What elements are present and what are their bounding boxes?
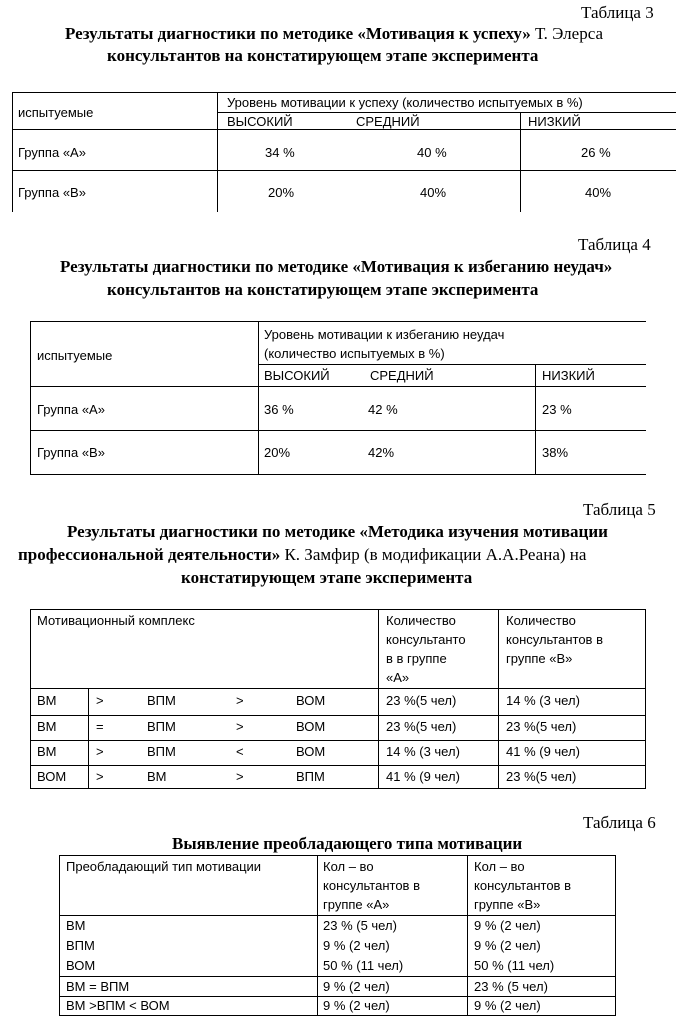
table3-border-col3 xyxy=(520,112,521,212)
table6-group-type-3: ВОМ xyxy=(66,958,96,973)
table5-complex-header: Мотивационный комплекс xyxy=(37,613,195,628)
table6-group-type-1: ВМ xyxy=(66,918,86,933)
table5-row2-op1: = xyxy=(96,719,104,734)
table6-border-left xyxy=(59,855,60,1016)
table5-row4-b: 23 %(5 чел) xyxy=(506,769,577,784)
table6-border-col-a xyxy=(317,855,318,1016)
table5-border-row2 xyxy=(30,740,646,741)
table5-row1-op2: > xyxy=(236,693,244,708)
table4-border-subheader xyxy=(258,364,646,365)
table5-row2-op2: > xyxy=(236,719,244,734)
table4-border-header-bottom xyxy=(30,386,646,387)
table4-row2-low: 38% xyxy=(542,445,569,460)
table6-count-a-header-2: консультантов в xyxy=(323,878,420,893)
table3-col-high: ВЫСОКИЙ xyxy=(227,114,293,129)
table5-title-line1: Результаты диагностики по методике «Методика изучения мотивации xyxy=(67,522,608,541)
table6-row1-b: 23 % (5 чел) xyxy=(474,979,548,994)
table6-border-right xyxy=(615,855,616,1016)
table5-border-row1 xyxy=(30,715,646,716)
table6-border-top xyxy=(59,855,616,856)
table6-group-type-2: ВПМ xyxy=(66,938,95,953)
table5-count-a-header-3: в в группе xyxy=(386,651,447,666)
table5-count-a-header-4: «А» xyxy=(386,670,410,685)
table6-group-a-3: 50 % (11 чел) xyxy=(323,958,404,973)
table4-row1-mid: 42 % xyxy=(368,402,398,417)
table6-border-col-b xyxy=(467,855,468,1016)
table5-row4-c3: ВПМ xyxy=(296,769,325,784)
table6-count-b-header-3: группе «В» xyxy=(474,897,541,912)
table6-title: Выявление преобладающего типа мотивации xyxy=(172,834,523,853)
table6-group-a-2: 9 % (2 чел) xyxy=(323,938,390,953)
table5-border-top xyxy=(30,609,646,610)
table3-border-left xyxy=(12,92,13,212)
table4-subjects-header: испытуемые xyxy=(37,348,113,363)
table3-row1-group: Группа «А» xyxy=(18,145,86,160)
table5-row2-b: 23 %(5 чел) xyxy=(506,719,577,734)
table5-row3-op2: < xyxy=(236,744,244,759)
table3-row1-mid: 40 % xyxy=(417,145,447,160)
table5-row4-op2: > xyxy=(236,769,244,784)
table5-title-line3: констатирующем этапе эксперимента xyxy=(181,568,473,587)
table5-count-a-header-1: Количество xyxy=(386,613,456,628)
table5-border-right xyxy=(645,609,646,789)
table6-label: Таблица 6 xyxy=(583,813,656,832)
table3-border-row1 xyxy=(12,170,676,171)
table3-col-mid: СРЕДНИЙ xyxy=(356,114,420,129)
table4-level-header-line1: Уровень мотивации к избеганию неудач xyxy=(264,327,505,342)
table3-row2-high: 20% xyxy=(268,185,295,200)
table5-count-b-header-3: группе «В» xyxy=(506,651,573,666)
table3-label: Таблица 3 xyxy=(581,3,654,22)
table6-row2-a: 9 % (2 чел) xyxy=(323,998,390,1013)
table5-row3-b: 41 % (9 чел) xyxy=(506,744,580,759)
table5-count-a-header-2: консультанто xyxy=(386,632,466,647)
table5-row1-op1: > xyxy=(96,693,104,708)
table4-row2-high: 20% xyxy=(264,445,291,460)
table6-row1-a: 9 % (2 чел) xyxy=(323,979,390,994)
table4-border-row1 xyxy=(30,430,646,431)
table4-border-top xyxy=(30,321,646,322)
table3-row1-low: 26 % xyxy=(581,145,611,160)
table5-count-b-header-1: Количество xyxy=(506,613,576,628)
table3-row2-low: 40% xyxy=(585,185,612,200)
table5-row3-c3: ВОМ xyxy=(296,744,326,759)
table5-row2-c1: ВМ xyxy=(37,719,57,734)
table4-col-high: ВЫСОКИЙ xyxy=(264,368,330,383)
table5-border-op1 xyxy=(88,688,89,789)
table6-group-b-2: 9 % (2 чел) xyxy=(474,938,541,953)
table4-border-left xyxy=(30,321,31,475)
table5-row2-a: 23 %(5 чел) xyxy=(386,719,457,734)
table4-row1-group: Группа «А» xyxy=(37,402,105,417)
table5-row1-b: 14 % (3 чел) xyxy=(506,693,580,708)
table4-row2-mid: 42% xyxy=(368,445,395,460)
table4-label: Таблица 4 xyxy=(578,235,651,254)
table5-row3-c2: ВПМ xyxy=(147,744,176,759)
table5-row4-op1: > xyxy=(96,769,104,784)
table4-title-line2: консультантов на констатирующем этапе эксперимента xyxy=(107,280,539,299)
table3-title-line2: консультантов на констатирующем этапе эксперимента xyxy=(107,46,539,65)
table5-row1-c2: ВПМ xyxy=(147,693,176,708)
table5-row1-c3: ВОМ xyxy=(296,693,326,708)
table5-row1-c1: ВМ xyxy=(37,693,57,708)
table5-row2-c2: ВПМ xyxy=(147,719,176,734)
table6-group-a-1: 23 % (5 чел) xyxy=(323,918,397,933)
table5-row2-c3: ВОМ xyxy=(296,719,326,734)
table4-title-line1: Результаты диагностики по методике «Мотивация к избеганию неудач» xyxy=(60,257,613,276)
table6-row2-b: 9 % (2 чел) xyxy=(474,998,541,1013)
table6-count-b-header-2: консультантов в xyxy=(474,878,571,893)
table5-border-col-a xyxy=(378,609,379,789)
table5-border-row3 xyxy=(30,765,646,766)
table3-level-header: Уровень мотивации к успеху (количество испытуемых в %) xyxy=(227,95,583,110)
table5-title-line2: профессиональной деятельности» К. Замфир (в модификации А.А.Реана) на xyxy=(18,545,587,564)
table6-group-b-1: 9 % (2 чел) xyxy=(474,918,541,933)
table5-border-col-b xyxy=(498,609,499,789)
table5-row3-op1: > xyxy=(96,744,104,759)
table4-row1-high: 36 % xyxy=(264,402,294,417)
table4-border-col1 xyxy=(258,321,259,475)
table5-row3-a: 14 % (3 чел) xyxy=(386,744,460,759)
table5-border-bottom xyxy=(30,788,646,789)
table4-level-header-line2: (количество испытуемых в %) xyxy=(264,346,445,361)
table3-col-low: НИЗКИЙ xyxy=(528,114,581,129)
table4-row2-group: Группа «В» xyxy=(37,445,105,460)
table5-border-left xyxy=(30,609,31,789)
table5-row4-c2: ВМ xyxy=(147,769,167,784)
table5-row4-a: 41 % (9 чел) xyxy=(386,769,460,784)
table6-count-a-header-1: Кол – во xyxy=(323,859,374,874)
table5-label: Таблица 5 xyxy=(583,500,656,519)
table5-row4-c1: ВОМ xyxy=(37,769,67,784)
table3-border-col1 xyxy=(217,92,218,212)
table4-col-mid: СРЕДНИЙ xyxy=(370,368,434,383)
table6-type-header: Преобладающий тип мотивации xyxy=(66,859,262,874)
table4-row1-low: 23 % xyxy=(542,402,572,417)
table5-count-b-header-2: консультантов в xyxy=(506,632,603,647)
table6-count-a-header-3: группе «А» xyxy=(323,897,390,912)
table6-row2-type: ВМ >ВПМ < ВОМ xyxy=(66,998,170,1013)
table3-row2-group: Группа «В» xyxy=(18,185,86,200)
table5-row3-c1: ВМ xyxy=(37,744,57,759)
table5-row1-a: 23 %(5 чел) xyxy=(386,693,457,708)
table3-row2-mid: 40% xyxy=(420,185,447,200)
table3-subjects-header: испытуемые xyxy=(18,105,94,120)
table4-border-col3 xyxy=(535,364,536,475)
table4-border-bottom xyxy=(30,474,646,475)
table6-row1-type: ВМ = ВПМ xyxy=(66,979,130,994)
table3-row1-high: 34 % xyxy=(265,145,295,160)
table5-border-header-bottom xyxy=(30,688,646,689)
table4-col-low: НИЗКИЙ xyxy=(542,368,595,383)
table6-group-b-3: 50 % (11 чел) xyxy=(474,958,555,973)
table6-count-b-header-1: Кол – во xyxy=(474,859,525,874)
table3-title-line1: Результаты диагностики по методике «Мотивация к успеху» Т. Элерса xyxy=(65,24,604,43)
